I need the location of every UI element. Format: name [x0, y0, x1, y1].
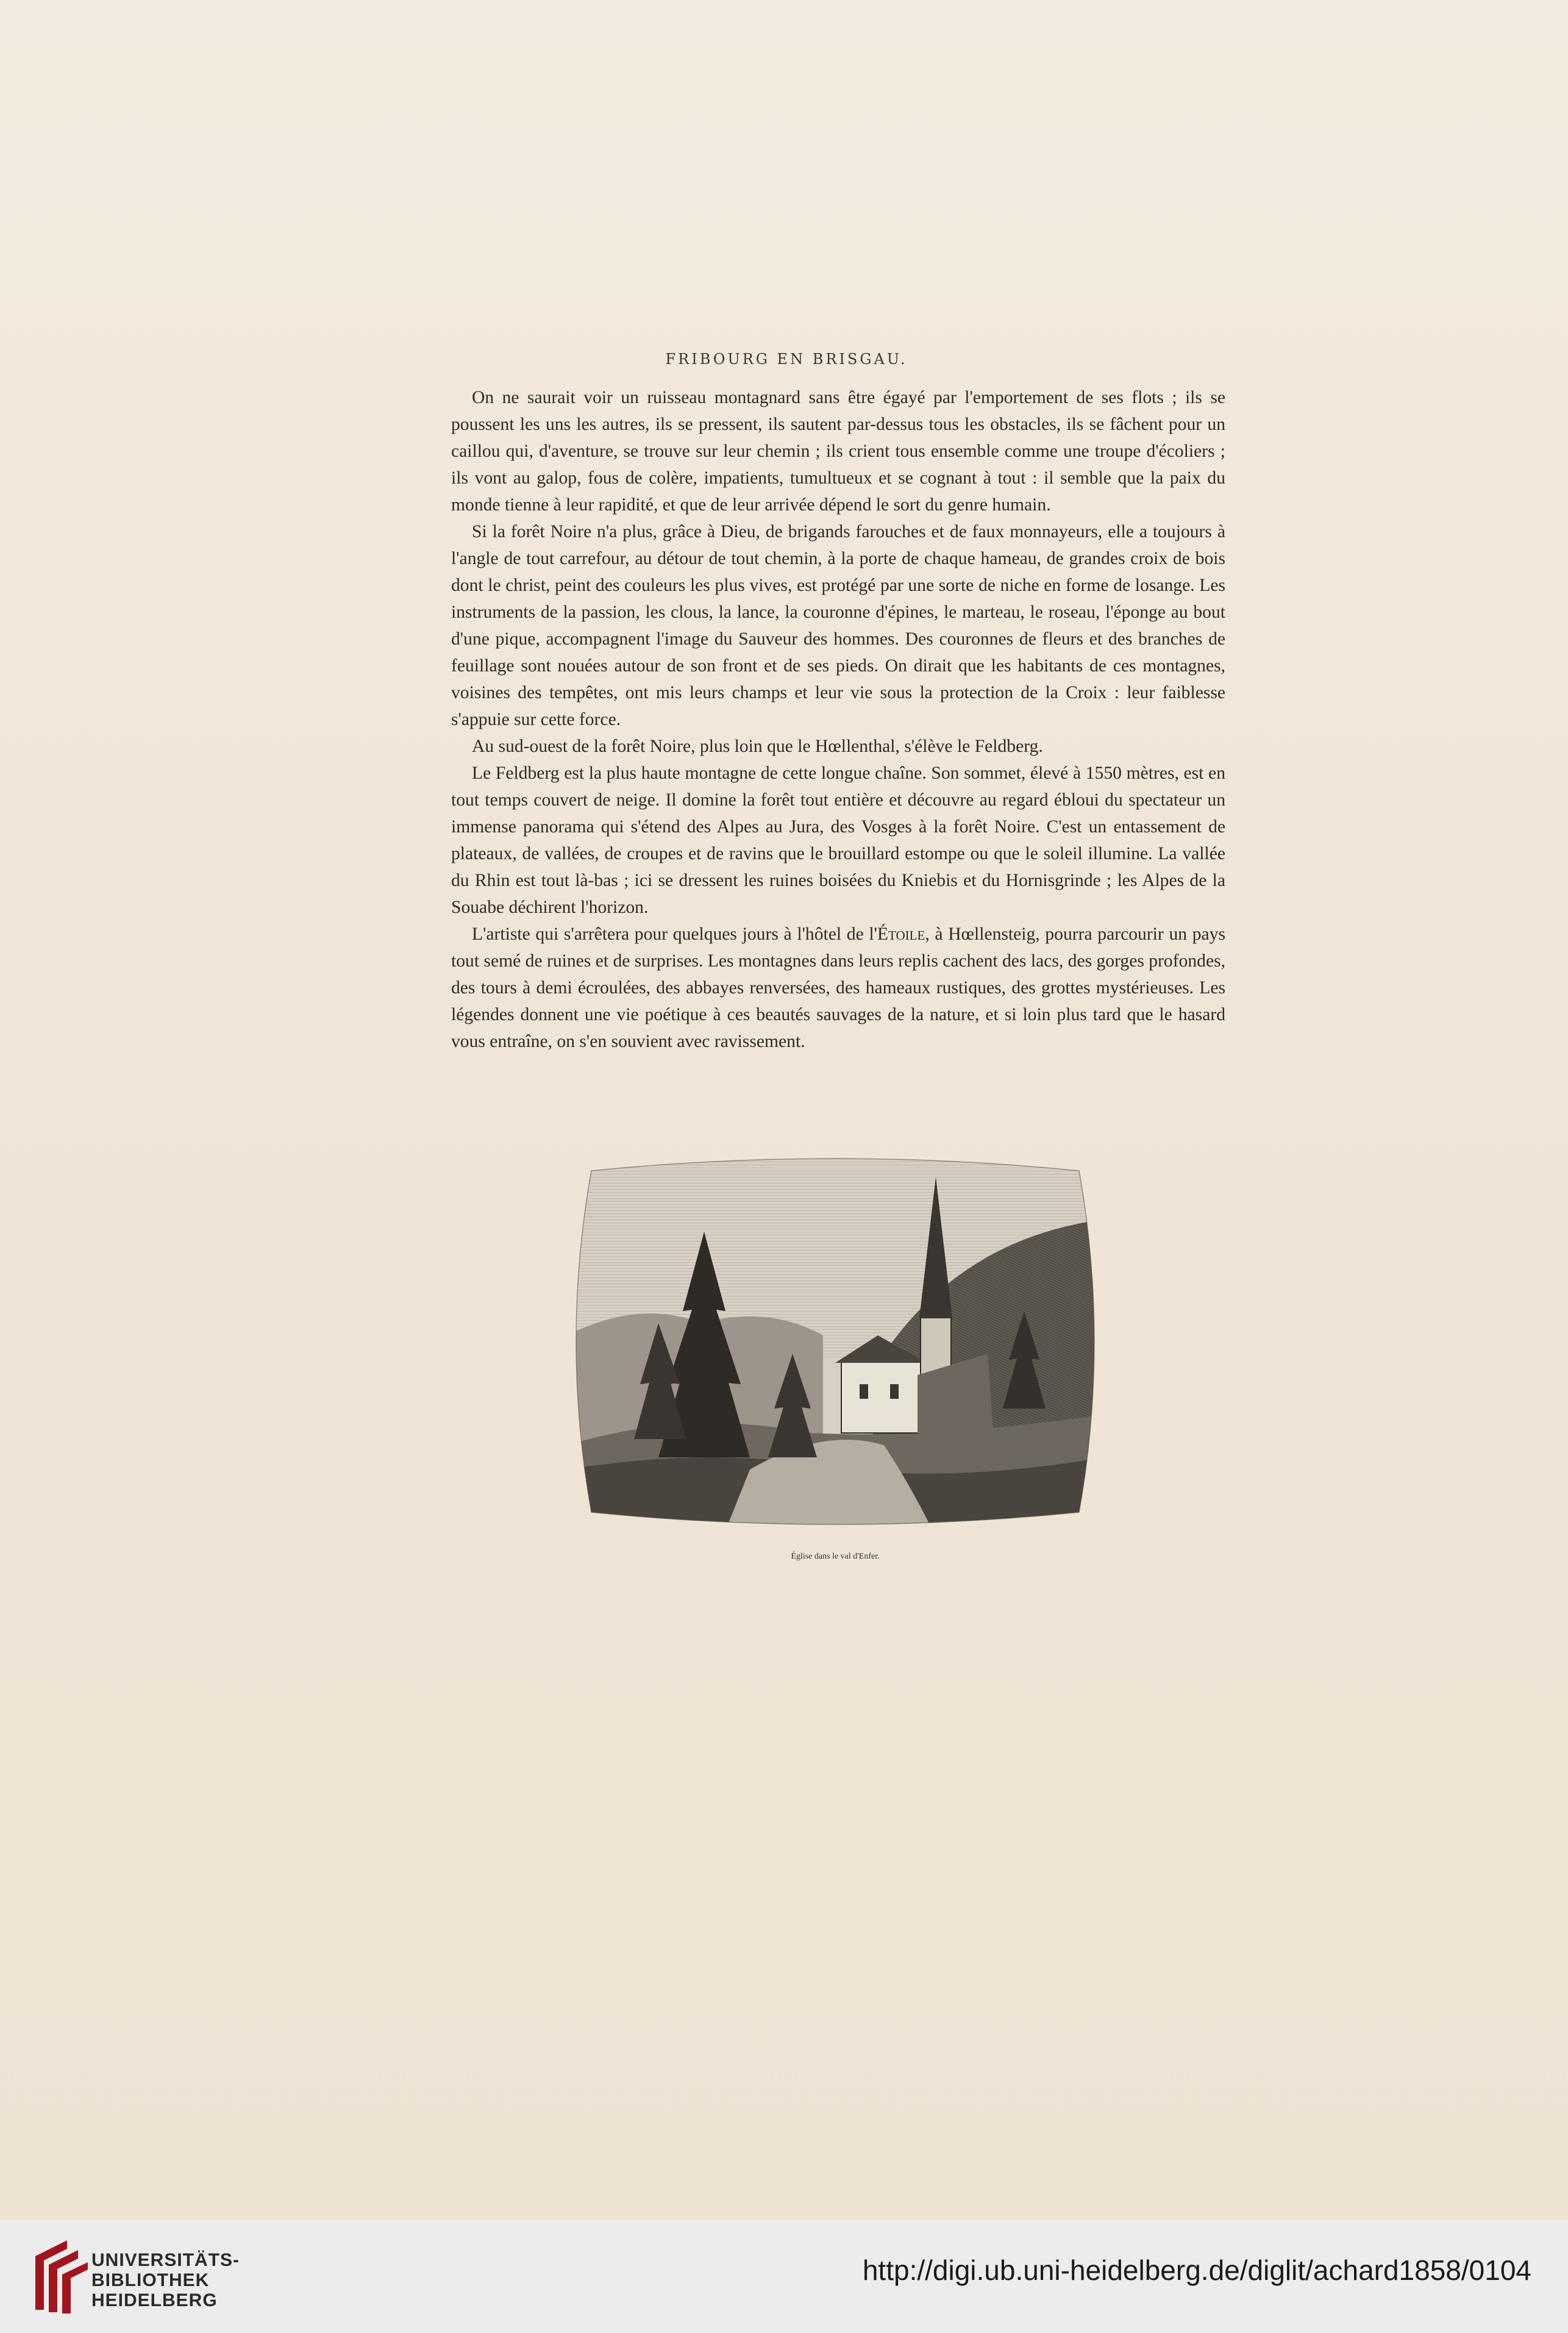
- running-header: FRIBOURG EN BRISGAU.: [665, 351, 908, 368]
- paragraph-1: On ne saurait voir un ruisseau montagnard sans être égayé par l'emportement de ses flots ; ils se poussent les uns les autres, ils se pressent, ils sautent par-dessus tous les obstacles, ils se fâchent pour un caillou qui, d'aventure, se trouve sur leur chemin ; ils crient tous ensemble comme une troupe d'écoliers ; ils vont au galop, fous de colère, impatients, tumultueux et se cognant à tout : il semble que la paix du monde tienne à leur rapidité, et que de leur arrivée dépend le sort du genre humain.: [451, 388, 1225, 515]
- library-name: [91, 2250, 240, 2310]
- library-name-line-2: BIBLIOTHEK: [91, 2270, 210, 2290]
- body-text: [451, 384, 1225, 1055]
- paragraph-4: Le Feldberg est la plus haute montagne de cette longue chaîne. Son sommet, élevé à 1550 mètres, est en tout temps couvert de neige. Il domine la forêt tout entière et découvre au regard ébloui du spectateur un immense panorama qui s'étend des Alpes au Jura, des Vosges à la forêt Noire. C'est un entassement de plateaux, de vallées, de croupes et de ravins que le brouillard estompe ou que le soleil illumine. La vallée du Rhin est tout là-bas ; ici se dressent les ruines boisées du Kniebis et du Hornisgrinde ; les Alpes de la Souabe déchirent l'horizon.: [451, 763, 1225, 917]
- paragraph-2: Si la forêt Noire n'a plus, grâce à Dieu, de brigands farouches et de faux monnayeurs, elle a toujours à l'angle de tout carrefour, au détour de tout chemin, à la porte de chaque hameau, de grandes croix de bois dont le christ, peint des couleurs les plus vives, est protégé par une sorte de niche en forme de losange. Les instruments de la passion, les clous, la lance, la couronne d'épines, le marteau, le roseau, l'éponge au bout d'une pique, accompagnent l'image du Sauveur des hommes. Des couronnes de fleurs et des branches de feuillage sont nouées autour de son front et de ses pieds. On dirait que les habitants de ces montagnes, voisines des tempêtes, ont mis leurs champs et leur vie sous la protection de la Croix : leur faiblesse s'appuie sur cette force.: [451, 522, 1225, 729]
- paragraph-3: Au sud-ouest de la forêt Noire, plus loin que le Hœllenthal, s'élève le Feldberg.: [472, 737, 1043, 756]
- engraving-church-illustration: [567, 1152, 1103, 1531]
- hotel-name: Étoile: [877, 924, 925, 944]
- illustration-caption: Église dans le val d'Enfer.: [791, 1552, 880, 1561]
- paragraph-5: [451, 921, 1225, 1055]
- logo-mark: [29, 2238, 90, 2315]
- source-url[interactable]: http://digi.ub.uni-heidelberg.de/diglit/achard1858/0104: [862, 2254, 1531, 2286]
- university-library-logo-icon: [29, 2238, 90, 2315]
- library-name-line-3: HEIDELBERG: [91, 2290, 218, 2310]
- footer-bar: [0, 2220, 1568, 2333]
- paragraph-5-start: L'artiste qui s'arrêtera pour quelques jours à l'hôtel de l': [472, 924, 877, 944]
- library-name-line-1: UNIVERSITÄTS-: [91, 2250, 240, 2270]
- engraving-image: [567, 1152, 1103, 1531]
- paragraph-5-end: , à Hœllensteig, pourra parcourir un pays tout semé de ruines et de surprises. Les montagnes dans leurs replis cachent des lacs, des gorges profondes, des tours à demi écroulées, des abbayes renversées, des hameaux rustiques, des grottes mystérieuses. Les légendes donnent une vie poétique à ces beautés sauvages de la nature, et si loin plus tard que le hasard vous entraîne, on s'en souvient avec ravissement.: [451, 924, 1226, 1051]
